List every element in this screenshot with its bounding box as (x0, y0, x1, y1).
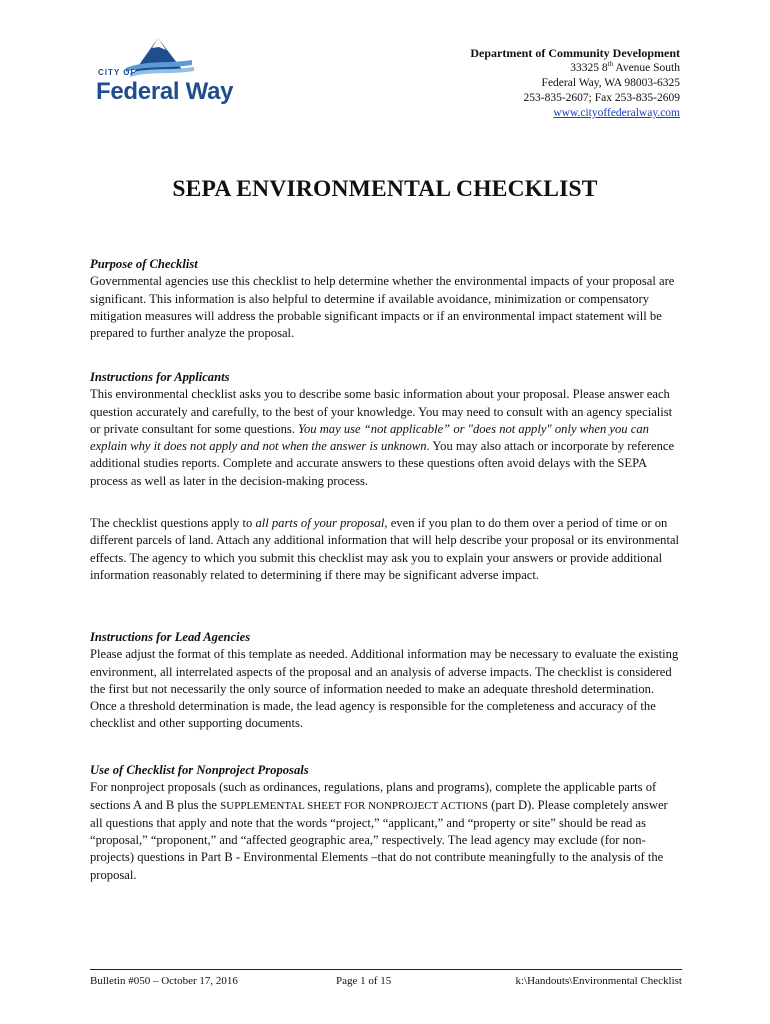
purpose-body: Governmental agencies use this checklist to help determine whether the environmental impacts of your proposal are significant. This information is also helpful to determine if available avoidance, minimization or compensatory mitigation measures will address the probable significant impacts or if an environmental impact statement will be prepared to further analyze the proposal. (90, 274, 675, 341)
city-state-zip: Federal Way, WA 98003-6325 (541, 77, 680, 89)
applicants-heading: Instructions for Applicants (90, 370, 230, 384)
page-footer (90, 969, 682, 987)
applicants-section (90, 369, 682, 490)
purpose-section (90, 256, 682, 342)
applicants-body-2: The checklist questions apply to all parts of your proposal, even if you plan to do them over a period of time or on different parcels of land. Attach any additional information that will help describe your proposal or its environmental effects. The agency to which you submit this checklist may ask you to explain your answers or provide additional information reasonably related to determining if there may be significant adverse impact. (90, 516, 680, 582)
footer-page-number: Page 1 of 15 (336, 975, 392, 987)
nonproject-heading: Use of Checklist for Nonproject Proposals (90, 763, 309, 777)
street-address: 33325 8th Avenue South (570, 60, 680, 74)
applicants-body: This environmental checklist asks you to describe some basic information about your proposal. Please answer each question accurately and carefully, to the best of your knowledge. You may need to consult with an agency specialist or private consultant for some questions. You may use “not applicable” or "does not apply" only when you can explain why it does not apply and not when the answer is unknown. You may also attach or incorporate by reference additional studies reports. Complete and accurate answers to these questions often avoid delays with the SEPA process as well as later in the decision-making process. (90, 387, 675, 488)
footer-bulletin: Bulletin #050 – October 17, 2016 (90, 975, 238, 987)
nonproject-body: For nonproject proposals (such as ordinances, regulations, plans and programs), complete the applicable parts of sections A and B plus the SUPPLEMENTAL SHEET FOR NONPROJECT ACTIONS (part D). Please completely answer all questions that apply and note that the words “project,” “applicant,” and “property or site” should be read as “proposal,” “proponent,” and “affected geographic area,” respectively. The lead agency may exclude (for non-projects) questions in Part B - Environmental Elements –that do not contribute meaningfully to the analysis of the proposal. (90, 780, 668, 882)
department-name: Department of Community Development (470, 46, 680, 60)
lead-agencies-body: Please adjust the format of this template as needed. Additional information may be necessary to evaluate the existing environment, all interrelated aspects of the proposal and an analysis of adverse impacts. The checklist is considered the first but not necessarily the only source of information needed to make an adequate threshold determination. Once a threshold determination is made, the lead agency is responsible for the completeness and accuracy of the checklist and other supporting documents. (90, 647, 679, 731)
logo-federal-way: Federal Way (96, 78, 234, 105)
page-title: SEPA ENVIRONMENTAL CHECKLIST (172, 176, 598, 202)
lead-agencies-heading: Instructions for Lead Agencies (90, 630, 251, 644)
nonproject-section (90, 762, 682, 884)
footer-file-path: k:\Handouts\Environmental Checklist (515, 975, 682, 987)
purpose-heading: Purpose of Checklist (90, 257, 198, 271)
logo-city-of: CITY OF (98, 68, 137, 77)
website-link[interactable]: www.cityoffederalway.com (553, 107, 680, 119)
department-address-block (470, 46, 680, 121)
city-logo (96, 34, 256, 114)
lead-agencies-section (90, 629, 682, 733)
applicants-section-2 (90, 515, 682, 584)
phone-fax: 253-835-2607; Fax 253-835-2609 (523, 92, 680, 104)
